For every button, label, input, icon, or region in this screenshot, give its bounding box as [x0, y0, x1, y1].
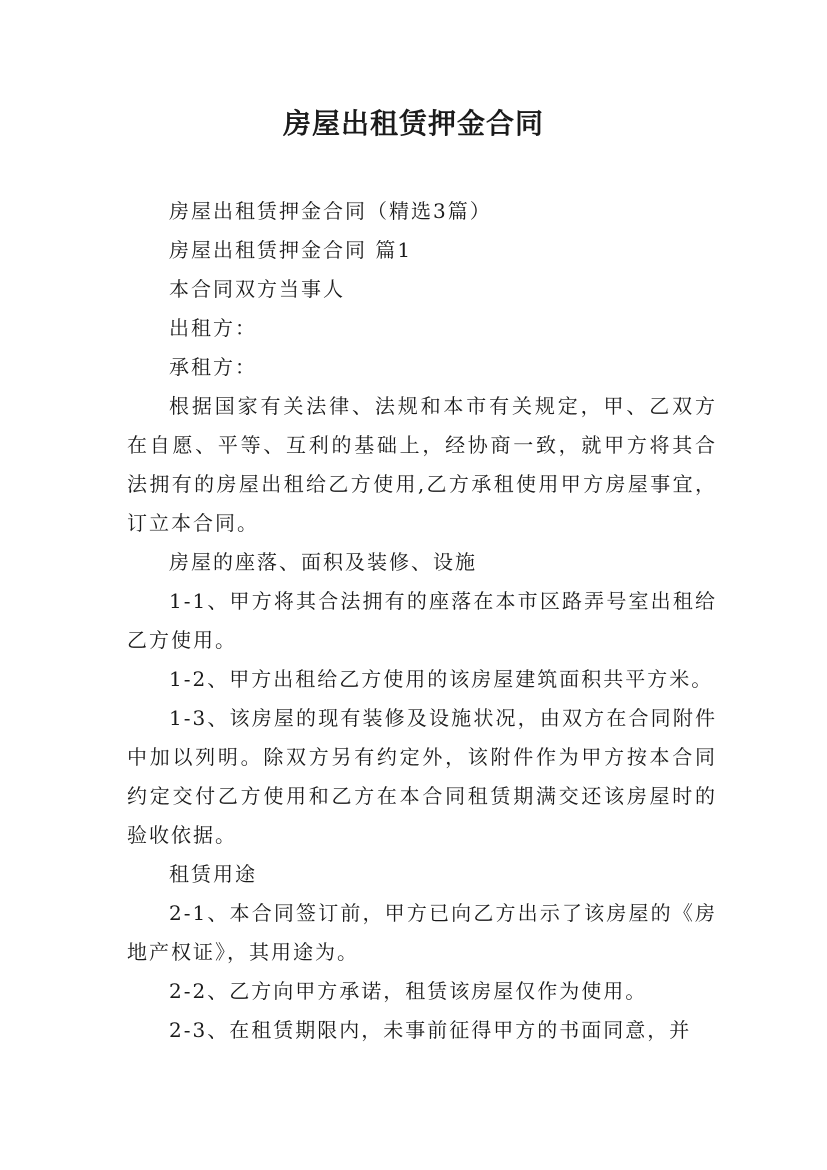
paragraph: 出租方： — [169, 316, 257, 340]
paragraph: 1-3、该房屋的现有装修及设施状况，由双方在合同附件中加以列明。除双方另有约定外，该附件作为甲方按本合同约定交付乙方使用和乙方在本合同租赁期满交还该房屋时的验收依据。 — [127, 706, 717, 847]
paragraph: 2-3、在租赁期限内，未事前征得甲方的书面同意，并 — [169, 1018, 692, 1042]
paragraph: 本合同双方当事人 — [169, 277, 345, 301]
paragraph: 2-1、本合同签订前，甲方已向乙方出示了该房屋的《房地产权证》，其用途为。 — [127, 901, 717, 964]
paragraph: 房屋出租赁押金合同 篇1 — [169, 238, 413, 262]
paragraph: 房屋出租赁押金合同（精选3篇） — [169, 199, 492, 223]
paragraph: 2-2、乙方向甲方承诺，租赁该房屋仅作为使用。 — [169, 979, 648, 1003]
paragraph: 根据国家有关法律、法规和本市有关规定，甲、乙双方在自愿、平等、互利的基础上，经协商一致，就甲方将其合法拥有的房屋出租给乙方使用,乙方承租使用甲方房屋事宜，订立本合同。 — [127, 394, 717, 535]
document-body — [127, 192, 717, 1050]
paragraph: 房屋的座落、面积及装修、设施 — [169, 550, 477, 574]
paragraph: 1-2、甲方出租给乙方使用的该房屋建筑面积共平方米。 — [169, 667, 714, 691]
paragraph: 承租方： — [169, 355, 257, 379]
document-title: 房屋出租赁押金合同 — [282, 107, 544, 140]
paragraph: 1-1、甲方将其合法拥有的座落在本市区路弄号室出租给乙方使用。 — [127, 589, 717, 652]
paragraph: 租赁用途 — [169, 862, 257, 886]
